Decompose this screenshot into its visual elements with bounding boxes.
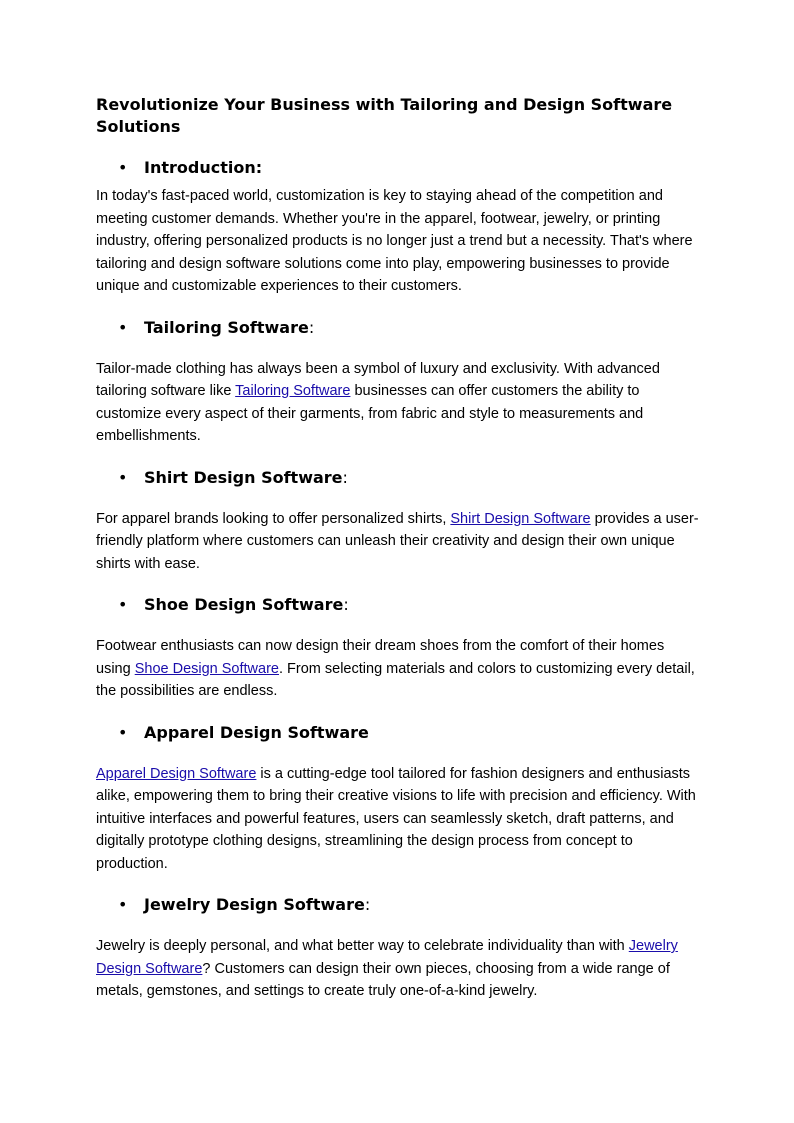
heading-shoe-design-software-text: Shoe Design Software [144, 595, 344, 614]
paragraph-text: . From selecting materials and colors to customizing every detail, the possibilities are endless. [96, 660, 695, 699]
heading-introduction-text: Introduction: [144, 158, 263, 177]
link-apparel-design-software[interactable]: Apparel Design Software [96, 765, 257, 782]
heading-colon: : [342, 467, 348, 487]
paragraph-text: For apparel brands looking to offer personalized shirts, [96, 510, 451, 527]
heading-tailoring-software-text: Tailoring Software [144, 317, 309, 337]
heading-colon: : [364, 895, 371, 914]
heading-apparel-design-software [96, 722, 700, 744]
heading-introduction [96, 157, 700, 179]
page-title: Revolutionize Your Business with Tailoring and Design Software Solutions [96, 95, 673, 136]
heading-shoe-design-software [96, 594, 700, 616]
link-shirt-design-software[interactable]: Shirt Design Software [450, 510, 591, 527]
link-tailoring-software[interactable]: Tailoring Software [235, 383, 351, 399]
paragraph-text: ? Customers can design their own pieces, choosing from a wide range of metals, gemstones, and settings to create truly one-of-a-kind jewelry. [96, 960, 670, 999]
bullet-icon: • [118, 595, 128, 614]
heading-colon: : [308, 317, 315, 337]
paragraph-apparel-design-software [96, 763, 700, 876]
paragraph-shirt-design-software [96, 508, 700, 576]
paragraph-shoe-design-software [96, 635, 700, 703]
heading-jewelry-design-software [96, 894, 700, 916]
heading-shirt-design-software-text: Shirt Design Software [144, 467, 343, 487]
bullet-icon: • [118, 317, 128, 337]
paragraph-text: Jewelry is deeply personal, and what better way to celebrate individuality than with [96, 938, 629, 954]
paragraph-text: Footwear enthusiasts can now design their dream shoes from the comfort of their homes using [96, 638, 665, 677]
paragraph-text: provides a user-friendly platform where customers can unleash their creativity and design their own unique shirts with ease. [96, 510, 699, 572]
heading-jewelry-design-software-text: Jewelry Design Software [144, 895, 365, 914]
paragraph-text: is a cutting-edge tool tailored for fashion designers and enthusiasts alike, empowering them to bring their creative visions to life with precision and efficiency. With intuitive interfaces and powerful features, users can seamlessly sketch, draft patterns, and digitally prototype clothing designs, streamlining the design process from concept to production. [96, 765, 696, 872]
document-body [96, 94, 700, 1003]
paragraph-introduction: In today's fast-paced world, customization is key to staying ahead of the competition and meeting customer demands. Whether you're in the apparel, footwear, jewelry, or printing industry, offering personalized products is no longer just a trend but a necessity. That's where tailoring and design software solutions come into play, empowering businesses to provide unique and customizable experiences to their customers. [96, 188, 693, 294]
paragraph-tailoring-software [96, 358, 700, 448]
paragraph-jewelry-design-software [96, 935, 700, 1003]
bullet-icon: • [118, 722, 128, 742]
paragraph-text: Tailor-made clothing has always been a symbol of luxury and exclusivity. With advanced tailoring software like [96, 360, 660, 399]
paragraph-text: businesses can offer customers the ability to customize every aspect of their garments, from fabric and style to measurements and embellishments. [96, 383, 644, 444]
heading-apparel-design-software-text: Apparel Design Software [144, 722, 369, 742]
link-shoe-design-software[interactable]: Shoe Design Software [134, 660, 279, 677]
heading-tailoring-software [96, 317, 700, 339]
bullet-icon: • [118, 467, 128, 487]
link-jewelry-design-software[interactable]: Jewelry Design Software [96, 938, 678, 977]
bullet-icon: • [118, 158, 128, 177]
bullet-icon: • [118, 895, 128, 914]
heading-colon: : [343, 595, 349, 614]
heading-shirt-design-software [96, 467, 700, 489]
